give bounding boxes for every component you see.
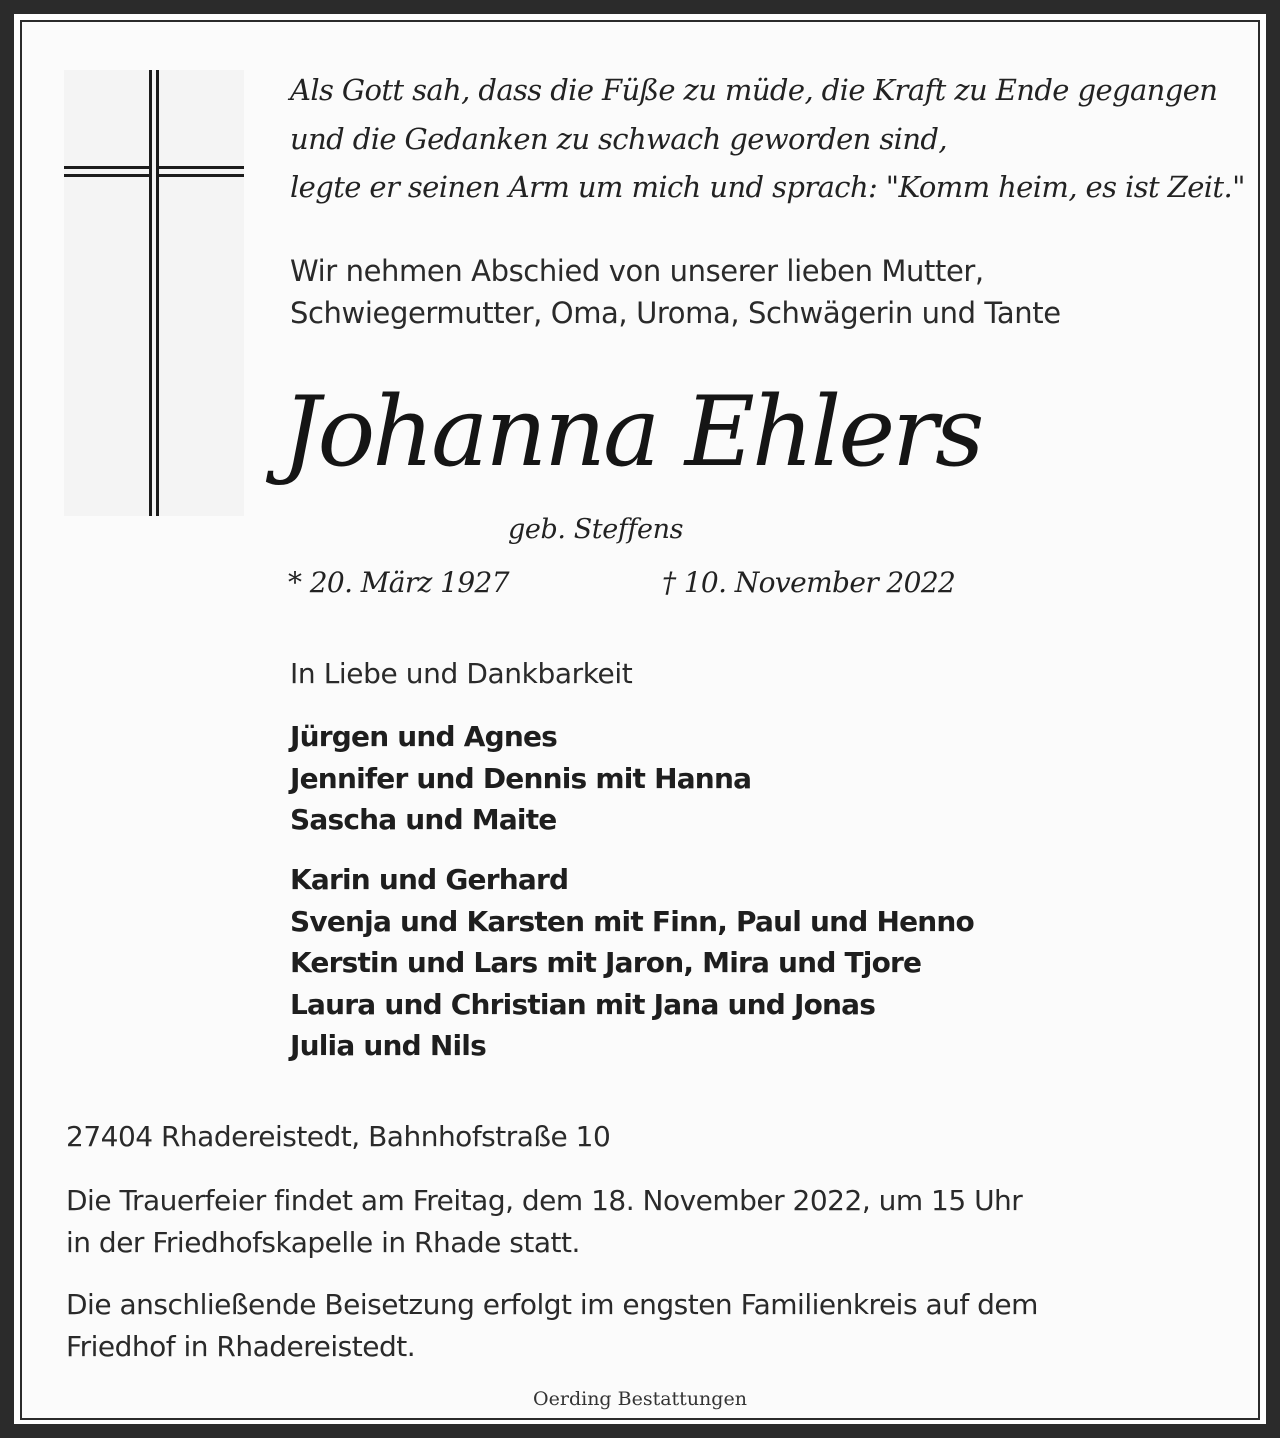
intro-line: Wir nehmen Abschied von unserer lieben Mutter, [290, 254, 984, 288]
poem-line: legte er seinen Arm um mich und sprach: "Komm heim, es ist Zeit." [290, 170, 1245, 204]
farewell-intro [290, 250, 1061, 334]
poem-line: und die Gedanken zu schwach geworden sind, [290, 121, 947, 156]
funeral-service-info [66, 1180, 1022, 1263]
funeral-line: in der Friedhofskapelle in Rhade statt. [66, 1225, 580, 1259]
burial-line: Die anschließende Beisetzung erfolgt im engsten Familienkreis auf dem [66, 1288, 1038, 1321]
address: 27404 Rhadereistedt, Bahnhofstraße 10 [66, 1120, 611, 1153]
poem [290, 66, 1245, 212]
deceased-name: Johanna Ehlers [282, 376, 982, 488]
mourner-line: Julia und Nils [290, 1029, 486, 1062]
mourner-line: Karin und Gerhard [290, 863, 569, 896]
mourner-line: Jürgen und Agnes [290, 720, 558, 753]
mourner-line: Sascha und Maite [290, 803, 557, 836]
mourner-line: Kerstin und Lars mit Jaron, Mira und Tjore [290, 946, 922, 979]
undertaker: Oerding Bestattungen [533, 1388, 747, 1410]
poem-line: Als Gott sah, dass die Füße zu müde, die Kraft zu Ende gegangen [290, 73, 1218, 107]
mourners-group-1 [290, 716, 751, 841]
burial-line: Friedhof in Rhadereistedt. [66, 1329, 416, 1363]
intro-line: Schwiegermutter, Oma, Uroma, Schwägerin und Tante [290, 296, 1061, 330]
mourner-line: Jennifer und Dennis mit Hanna [290, 761, 752, 795]
mourner-line: Laura und Christian mit Jana und Jonas [290, 987, 876, 1021]
funeral-line: Die Trauerfeier findet am Freitag, dem 18. November 2022, um 15 Uhr [66, 1184, 1023, 1217]
cross-icon [64, 70, 244, 516]
death-date: † 10. November 2022 [662, 566, 956, 599]
maiden-name: geb. Steffens [508, 514, 684, 545]
burial-info [66, 1284, 1038, 1367]
mourners-group-2 [290, 859, 974, 1067]
mourner-line: Svenja und Karsten mit Finn, Paul und Henno [290, 904, 974, 938]
birth-date: * 20. März 1927 [288, 566, 509, 599]
dedication: In Liebe und Dankbarkeit [290, 657, 633, 690]
